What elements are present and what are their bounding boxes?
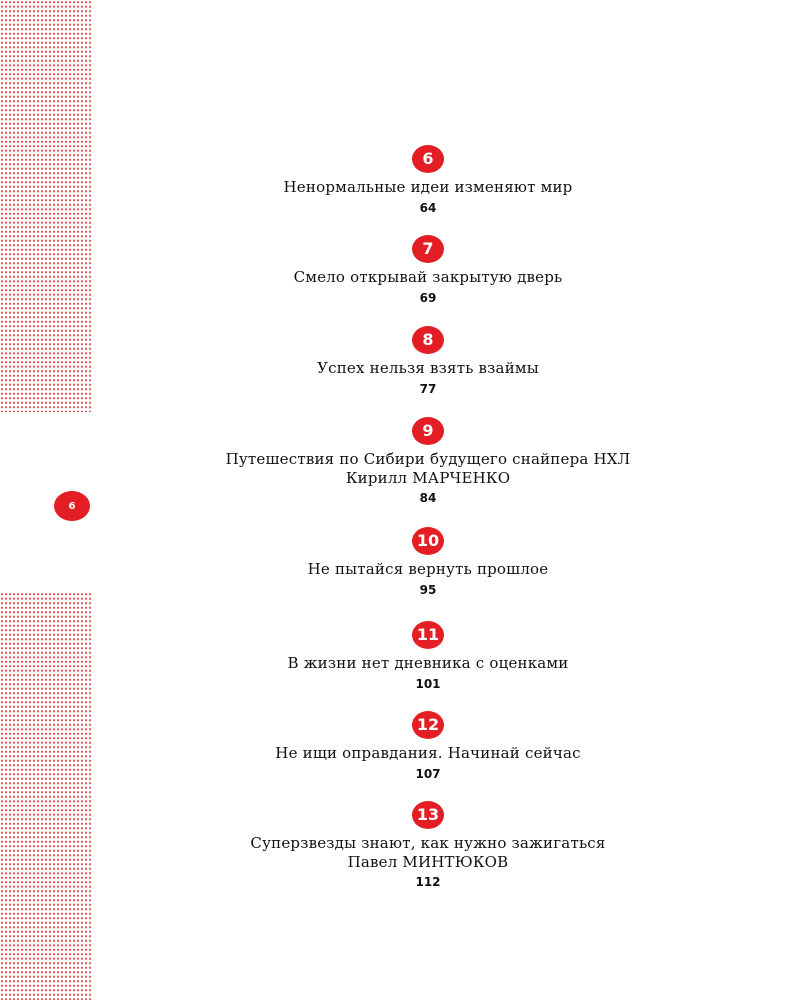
toc-entry[interactable] bbox=[140, 417, 716, 505]
chapter-title: Суперзвезды знают, как нужно зажигаться bbox=[250, 834, 606, 852]
page-number: 6 bbox=[68, 500, 76, 512]
chapter-page-number: 107 bbox=[415, 767, 441, 781]
chapter-page-number: 77 bbox=[419, 382, 437, 396]
chapter-number-badge: 8 bbox=[412, 326, 444, 354]
chapter-title: Ненормальные идеи изменяют мир bbox=[283, 178, 573, 196]
decorative-dot-pattern-bottom bbox=[0, 592, 92, 1000]
toc-entry[interactable] bbox=[140, 801, 716, 889]
chapter-title: Путешествия по Сибири будущего снайпера НХЛ bbox=[225, 450, 631, 468]
chapter-author: Павел МИНТЮКОВ bbox=[347, 853, 509, 871]
chapter-number-badge: 6 bbox=[412, 145, 444, 173]
toc-entry[interactable] bbox=[140, 145, 716, 215]
chapter-title: Не пытайся вернуть прошлое bbox=[307, 560, 549, 578]
chapter-author: Кирилл МАРЧЕНКО bbox=[345, 469, 511, 487]
decorative-dot-pattern-top bbox=[0, 0, 92, 412]
chapter-number-badge: 10 bbox=[412, 527, 444, 555]
toc-entry[interactable] bbox=[140, 235, 716, 305]
toc-entry[interactable] bbox=[140, 711, 716, 781]
chapter-number-badge: 13 bbox=[412, 801, 444, 829]
chapter-title: Не ищи оправдания. Начинай сейчас bbox=[275, 744, 581, 762]
chapter-page-number: 112 bbox=[415, 875, 441, 889]
chapter-title: В жизни нет дневника с оценками bbox=[287, 654, 569, 672]
toc-entry[interactable] bbox=[140, 527, 716, 597]
chapter-title: Смело открывай закрытую дверь bbox=[293, 268, 563, 286]
chapter-page-number: 95 bbox=[419, 583, 437, 597]
chapter-number-badge: 12 bbox=[412, 711, 444, 739]
chapter-number-badge: 9 bbox=[412, 417, 444, 445]
chapter-page-number: 84 bbox=[419, 491, 437, 505]
chapter-number-badge: 11 bbox=[412, 621, 444, 649]
chapter-title: Успех нельзя взять взаймы bbox=[317, 359, 539, 377]
chapter-number-badge: 7 bbox=[412, 235, 444, 263]
toc-entry[interactable] bbox=[140, 326, 716, 396]
chapter-page-number: 101 bbox=[415, 677, 441, 691]
chapter-page-number: 64 bbox=[419, 201, 437, 215]
toc-entry[interactable] bbox=[140, 621, 716, 691]
chapter-page-number: 69 bbox=[419, 291, 437, 305]
page-number-marker bbox=[54, 491, 90, 521]
